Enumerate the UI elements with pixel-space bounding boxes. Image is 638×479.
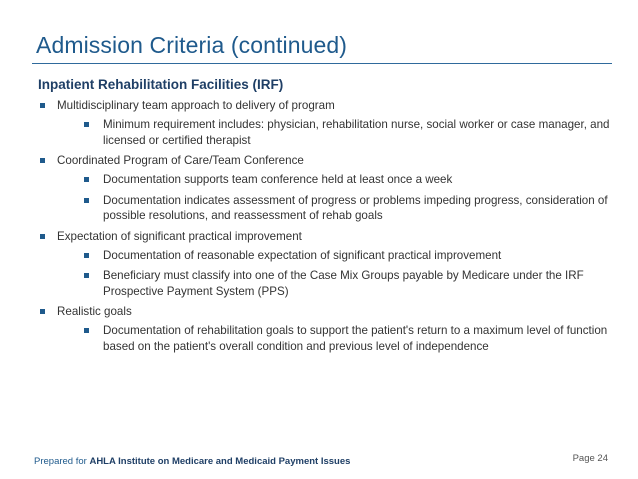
- slide-content: [38, 77, 610, 359]
- square-bullet-icon: [40, 103, 45, 108]
- sub-bullet-item: [76, 117, 610, 148]
- square-bullet-icon: [84, 328, 89, 333]
- bullet-text: Expectation of significant practical improvement: [57, 229, 302, 243]
- footer-organization: AHLA Institute on Medicare and Medicaid Payment Issues: [89, 456, 351, 467]
- sub-bullet-list: [57, 172, 610, 224]
- bullet-list: [38, 98, 610, 354]
- square-bullet-icon: [84, 122, 89, 127]
- sub-bullet-text: Minimum requirement includes: physician, rehabilitation nurse, social worker or case manager, and licensed or certified therapist: [103, 118, 610, 147]
- sub-bullet-text: Documentation of rehabilitation goals to support the patient's return to a maximum level of function based on the patient's overall condition and previous level of independence: [103, 324, 608, 353]
- square-bullet-icon: [40, 158, 45, 163]
- square-bullet-icon: [84, 273, 89, 278]
- square-bullet-icon: [84, 177, 89, 182]
- bullet-text: Multidisciplinary team approach to delivery of program: [57, 99, 335, 112]
- bullet-item: [38, 153, 610, 224]
- title-divider: [32, 63, 612, 64]
- bullet-item: [38, 304, 610, 354]
- square-bullet-icon: [40, 234, 45, 239]
- square-bullet-icon: [84, 253, 89, 258]
- sub-bullet-text: Beneficiary must classify into one of the Case Mix Groups payable by Medicare under the IRF Prospective Payment System (PPS): [103, 269, 584, 298]
- sub-bullet-list: [57, 117, 610, 148]
- sub-bullet-item: [76, 268, 610, 299]
- sub-bullet-item: [76, 172, 610, 188]
- sub-bullet-text: Documentation supports team conference held at least once a week: [103, 173, 453, 186]
- bullet-item: [38, 229, 610, 300]
- sub-bullet-item: [76, 248, 610, 264]
- sub-bullet-list: [57, 323, 610, 354]
- slide-subtitle: Inpatient Rehabilitation Facilities (IRF): [38, 77, 284, 92]
- sub-bullet-text: Documentation of reasonable expectation of significant practical improvement: [103, 248, 502, 262]
- bullet-item: [38, 98, 610, 148]
- sub-bullet-item: [76, 323, 610, 354]
- square-bullet-icon: [84, 198, 89, 203]
- bullet-text: Coordinated Program of Care/Team Conference: [57, 154, 304, 167]
- sub-bullet-list: [57, 248, 610, 300]
- slide-title: Admission Criteria (continued): [36, 32, 348, 58]
- sub-bullet-item: [76, 193, 610, 224]
- footer-prefix: Prepared for: [34, 456, 87, 467]
- footer-credit: [34, 456, 350, 467]
- page-number: Page 24: [572, 453, 608, 464]
- sub-bullet-text: Documentation indicates assessment of progress or problems impeding progress, consideration of possible resolutions, and reassessment of rehab goals: [103, 193, 608, 222]
- bullet-text: Realistic goals: [57, 305, 132, 318]
- square-bullet-icon: [40, 309, 45, 314]
